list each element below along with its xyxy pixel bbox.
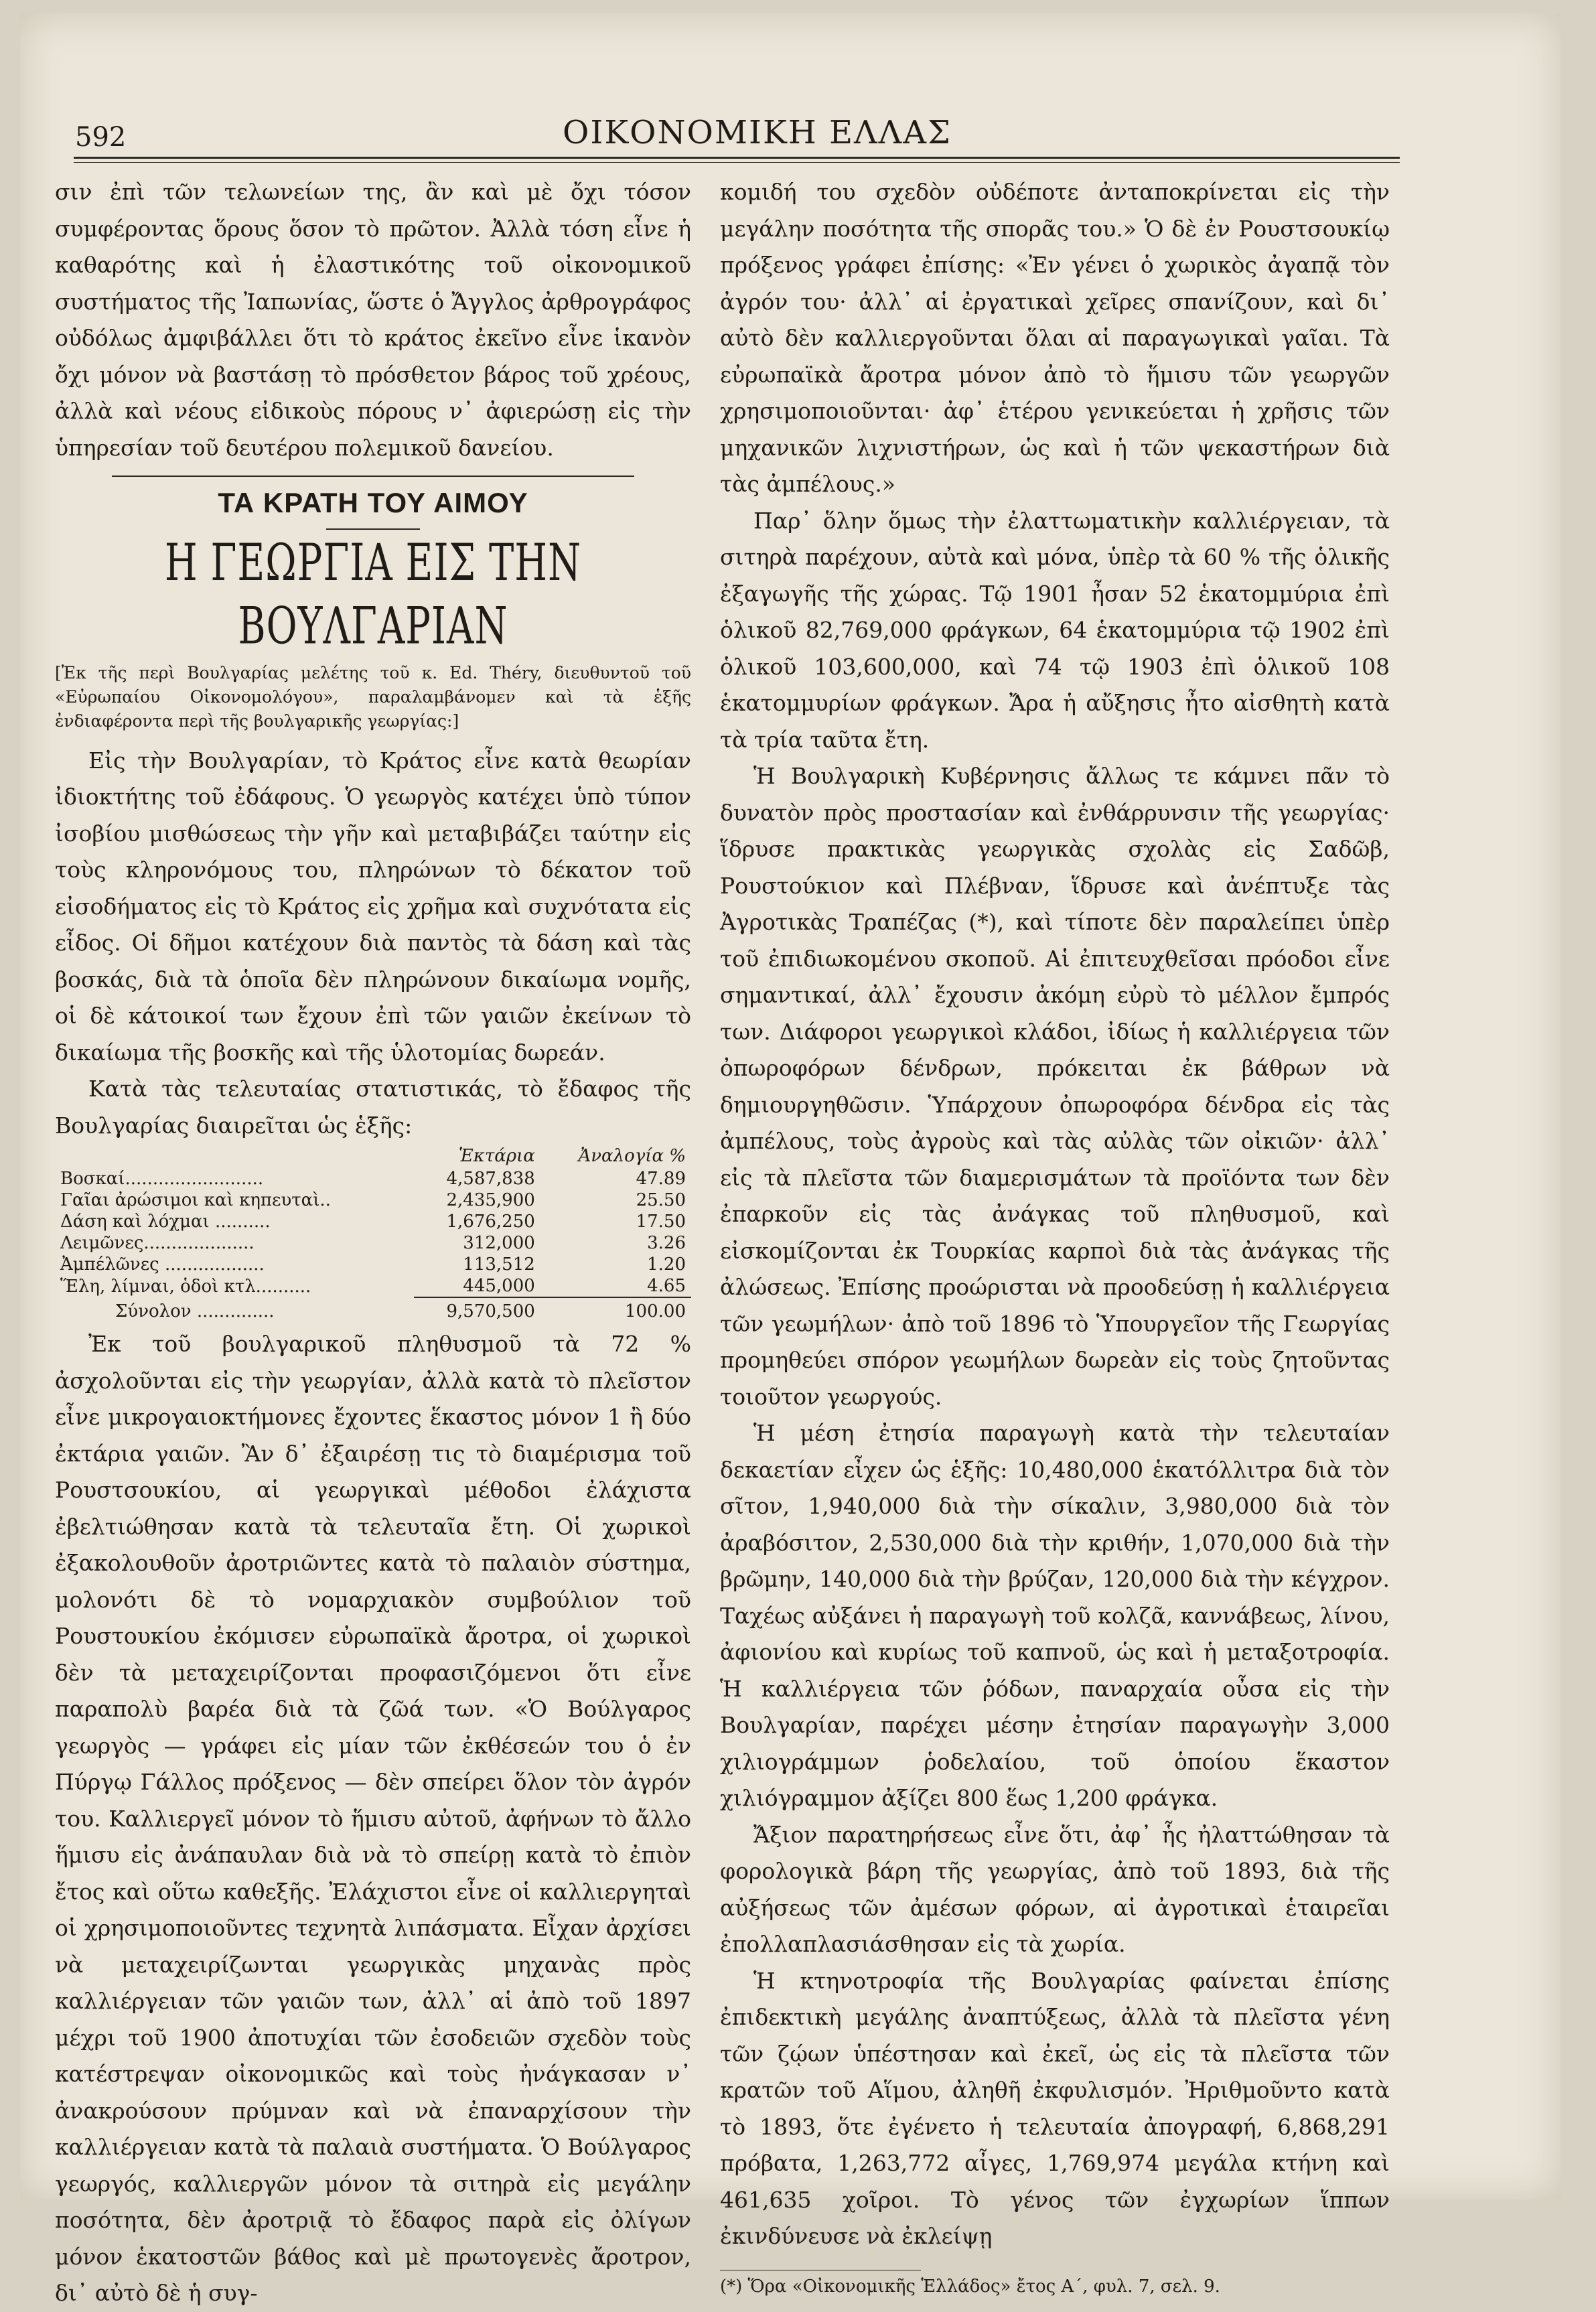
paragraph: Κατὰ τὰς τελευταίας στατιστικάς, τὸ ἔδαφος τῆς Βουλγαρίας διαιρεῖται ὡς ἑξῆς: (55, 1076, 691, 1139)
table-header-row (55, 1144, 691, 1168)
row-ratio: 1.20 (647, 1254, 686, 1275)
article-title: Η ΓΕΩΡΓΙΑ ΕΙΣ ΤΗΝ ΒΟΥΛΓΑΡΙΑΝ (164, 533, 582, 656)
journal-title: ΟΙΚΟΝΟΜΙΚΗ ΕΛΛΑΣ (563, 114, 952, 151)
footnote: (*) Ὅρα «Οἰκονομικῆς Ἑλλάδος» ἔτος Α΄, φυλ. 7, σελ. 9. (720, 2276, 1220, 2297)
paragraph: Ἄξιον παρατηρήσεως εἶνε ὅτι, ἀφ᾿ ἧς ἠλαττώθησαν τὰ φορολογικὰ βάρη τῆς γεωργίας, ἀπὸ τοῦ 1893, διὰ τῆς αὐξήσεως τῶν ἀμέσων φόρων, αἱ ἀγροτικαὶ ἑταιρεῖαι ἐπολλαπλασιάσθησαν εἰς τὰ χωρία. (720, 1821, 1390, 1957)
table-row (55, 1232, 691, 1254)
paragraph: Ἡ κτηνοτροφία τῆς Βουλγαρίας φαίνεται ἐπίσης ἐπιδεκτικὴ μεγάλης ἀναπτύξεως, ἀλλὰ τὰ πλεῖστα γένη τῶν ζῴων ὑπέστησαν καὶ ἐκεῖ, ὡς εἰς τὰ πλεῖστα τῶν κρατῶν τοῦ Αἵμου, ἀληθῆ ἐκφυλισμόν. Ἠριθμοῦντο κατὰ τὸ 1893, ὅτε ἐγένετο ἡ τελευταία ἀπογραφή, 6,868,291 πρόβατα, 1,263,772 αἶγες, 1,769,974 μεγάλα κτήνη καὶ 461,635 χοῖροι. Τὸ γένος τῶν ἐγχωρίων ἵππων ἐκινδύνευσε νὰ ἐκλείψῃ (720, 1967, 1390, 2249)
row-ratio: 17.50 (636, 1212, 686, 1232)
paragraph: Εἰς τὴν Βουλγαρίαν, τὸ Κράτος εἶνε κατὰ θεωρίαν ἰδιοκτήτης τοῦ ἐδάφους. Ὁ γεωργὸς κατέχει ὑπὸ τύπον ἰσοβίου μισθώσεως τὴν γῆν καὶ μεταβιβάζει ταύτην εἰς τοὺς κληρονόμους του, πληρώνων τὸ δέκατον τοῦ εἰσοδήματος εἰς τὸ Κράτος εἰς χρῆμα καὶ συχνότατα εἰς εἶδος. Οἱ δῆμοι κατέχουν διὰ παντὸς τὰ δάση καὶ τὰς βοσκάς, διὰ τὰ ὁποῖα δὲν πληρώνουν δικαίωμα νομῆς, οἱ δὲ κάτοικοί των ἔχουν ἐπὶ τῶν γαιῶν ἐκείνων τὸ δικαίωμα τῆς βοσκῆς καὶ τῆς ὑλοτομίας δωρεάν. (55, 747, 691, 1066)
table-row (55, 1275, 691, 1297)
header-rule-thin (74, 162, 1400, 163)
paragraph: Ἡ μέση ἐτησία παραγωγὴ κατὰ τὴν τελευταίαν δεκαετίαν εἶχεν ὡς ἑξῆς: 10,480,000 ἑκατόλλιτρα διὰ τὸν σῖτον, 1,940,000 διὰ τὴν σίκαλιν, 3,980,000 διὰ τὸν ἀραβόσιτον, 2,530,000 διὰ τὴν κριθήν, 1,070,000 διὰ τὴν βρῶμην, 140,000 διὰ τὴν βρύζαν, 120,000 διὰ τὴν κέγχρον. Ταχέως αὐξάνει ἡ παραγωγὴ τοῦ κολζᾶ, καννάβεως, λίνου, ἀφιονίου καὶ κυρίως τοῦ καπνοῦ, ὡς καὶ ἡ μεταξοτροφία. Ἡ καλλιέργεια τῶν ῥόδων, παναρχαία οὖσα εἰς τὴν Βουλγαρίαν, παρέχει μέσην ἐτησίαν παραγωγὴν 3,000 χιλιογράμμων ῥοδελαίου, τοῦ ὁποίου ἕκαστον χιλιόγραμμον ἀξίζει 800 ἕως 1,200 φράγκα. (720, 1420, 1390, 1811)
paragraph: κομιδή του σχεδὸν οὐδέποτε ἀνταποκρίνεται εἰς τὴν μεγάλην ποσότητα τῆς σπορᾶς του.» Ὁ δὲ ἐν Ρουστσουκίῳ πρόξενος γράφει ἐπίσης: «Ἐν γένει ὁ χωρικὸς ἀγαπᾷ τὸν ἀγρόν του· ἀλλ᾿ αἱ ἐργατικαὶ χεῖρες σπανίζουν, καὶ δι᾿ αὐτὸ δὲν καλλιεργοῦνται ὅλαι αἱ παραγωγικαὶ γαῖαι. Τὰ εὐρωπαϊκὰ ἄροτρα μόνον ἀπὸ τὸ ἥμισυ τῶν γεωργῶν χρησιμοποιοῦνται· ἀφ᾿ ἑτέρου γενικεύεται ἡ χρῆσις τῶν μηχανικῶν λιχνιστήρων, ὡς καὶ ἡ τῶν ψεκαστήρων διὰ τὰς ἀμπέλους.» (720, 179, 1390, 497)
table-row (55, 1254, 691, 1275)
total-hectares: 9,570,500 (414, 1297, 540, 1322)
row-hectares: 4,587,838 (446, 1169, 535, 1189)
total-label: Σύνολον .............. (115, 1301, 275, 1321)
table-header-ratio: Ἀναλογία % (578, 1146, 686, 1166)
row-hectares: 2,435,900 (446, 1190, 535, 1210)
row-hectares: 445,000 (463, 1276, 535, 1296)
title-divider (326, 528, 420, 530)
page-number: 592 (75, 122, 127, 153)
table-header-blank (55, 1144, 414, 1168)
row-label: Λειμῶνες.................... (60, 1233, 255, 1253)
table-header-hectares: Ἑκτάρια (458, 1146, 535, 1166)
table-row (55, 1189, 691, 1211)
left-column (55, 174, 691, 2312)
paragraph: Παρ᾿ ὅλην ὅμως τὴν ἐλαττωματικὴν καλλιέργειαν, τὰ σιτηρὰ παρέχουν, αὐτὰ καὶ μόνα, ὑπὲρ τὰ 60 % τῆς ὁλικῆς ἐξαγωγῆς τῆς χώρας. Τῷ 1901 ἦσαν 52 ἑκατομμύρια ἐπὶ ὁλικοῦ 82,769,000 φράγκων, 64 ἑκατομμύρια τῷ 1902 ἐπὶ ὁλικοῦ 103,600,000, καὶ 74 τῷ 1903 ἐπὶ ὁλικοῦ 108 ἑκατομμυρίων φράγκων. Ἄρα ἡ αὔξησις ἦτο αἰσθητὴ κατὰ τὰ τρία ταῦτα ἔτη. (720, 507, 1390, 753)
editor-note: [Ἐκ τῆς περὶ Βουλγαρίας μελέτης τοῦ κ. Ed. Théry, διευθυντοῦ τοῦ «Εὐρωπαίου Οἰκονομολόγου», παραλαμβάνομεν καὶ τὰ ἑξῆς ἐνδιαφέροντα περὶ τῆς βουλγαρικῆς γεωργίας:] (55, 662, 691, 731)
table-total-row (55, 1297, 691, 1322)
section-title: ΤΑ ΚΡΑΤΗ ΤΟΥ ΑΙΜΟΥ (218, 487, 528, 518)
row-ratio: 47.89 (636, 1169, 686, 1189)
paragraph: Ἡ Βουλγαρικὴ Κυβέρνησις ἄλλως τε κάμνει πᾶν τὸ δυνατὸν πρὸς προστασίαν καὶ ἐνθάρρυνσιν τῆς γεωργίας· ἵδρυσε πρακτικὰς γεωργικὰς σχολὰς εἰς Σαδῶβ, Ρουστούκιον καὶ Πλέβναν, ἵδρυσε καὶ ἀνέπτυξε τὰς Ἀγροτικὰς Τραπέζας (*), καὶ τίποτε δὲν παραλείπει ὑπὲρ τοῦ ἐπιδιωκομένου σκοποῦ. Αἱ ἐπιτευχθεῖσαι πρόοδοι εἶνε σημαντικαί, ἀλλ᾿ ἔχουσιν ἀκόμη εὐρὺ τὸ μέλλον ἔμπρός των. Διάφοροι γεωργικοὶ κλάδοι, ἰδίως ἡ καλλιέργεια τῶν ὀπωροφόρων δένδρων, πρόκειται ἐκ βάθρων νὰ δημιουργηθῶσιν. Ὑπάρχουν ὀπωροφόρα δένδρα εἰς τὰς ἀμπέλους, τοὺς ἀγροὺς καὶ τὰς αὐλὰς τῶν οἰκιῶν· ἀλλ᾿ εἰς τὰ πλεῖστα τῶν διαμερισμάτων τὰ προϊόντα των δὲν ἐπαρκοῦν εἰς τὰς ἀνάγκας τοῦ πληθυσμοῦ, καὶ εἰσκομίζονται ἐκ Τουρκίας καρποὶ διὰ τὰς ἀνάγκας τῆς ἀλώσεως. Ἐπίσης προώρισται νὰ προοδεύσῃ ἡ καλλιέργεια τῶν γεωμήλων· ἀπὸ τοῦ 1896 τὸ Ὑπουργεῖον τῆς Γεωργίας προμηθεύει σπόρον γεωμήλων δωρεὰν εἰς τοὺς ζητοῦντας τοιοῦτον γεωργούς. (720, 763, 1390, 1410)
row-hectares: 1,676,250 (446, 1212, 535, 1232)
header-rule (74, 157, 1400, 159)
row-ratio: 4.65 (647, 1276, 686, 1296)
section-divider (112, 476, 634, 477)
row-label: Δάση καὶ λόχμαι .......... (60, 1212, 271, 1232)
row-ratio: 25.50 (636, 1190, 686, 1210)
land-use-table (55, 1144, 691, 1322)
total-ratio: 100.00 (540, 1297, 691, 1322)
table-row (55, 1168, 691, 1189)
row-label: Ἕλη, λίμναι, ὁδοὶ κτλ.......... (60, 1276, 311, 1297)
row-hectares: 113,512 (463, 1254, 535, 1275)
row-label: Γαῖαι ἀρώσιμοι καὶ κηπευταὶ.. (60, 1190, 331, 1210)
paragraph: Ἐκ τοῦ βουλγαρικοῦ πληθυσμοῦ τὰ 72 % ἀσχολοῦνται εἰς τὴν γεωργίαν, ἀλλὰ κατὰ τὸ πλεῖστον εἶνε μικρογαιοκτήμονες ἔχοντες ἕκαστος μόνον 1 ἢ δύο ἐκτάρια γαιῶν. Ἂν δ᾿ ἐξαιρέσῃ τις τὸ διαμέρισμα τοῦ Ρουστσουκίου, αἱ γεωργικαὶ μέθοδοι ἐλάχιστα ἐβελτιώθησαν κατὰ τὰ τελευταῖα ἔτη. Οἱ χωρικοὶ ἐξακολουθοῦν ἀροτριῶντες κατὰ τὸ παλαιὸν σύστημα, μολονότι δὲ τὸ νομαρχιακὸν συμβούλιον τοῦ Ρουστουκίου ἐκόμισεν εὐρωπαϊκὰ ἄροτρα, οἱ χωρικοὶ δὲν τὰ μεταχειρίζονται προφασιζόμενοι ὅτι εἶνε παραπολὺ βαρέα διὰ τὰ ζῶά των. «Ὁ Βούλγαρος γεωργὸς — γράφει εἰς μίαν τῶν ἐκθέσεών του ὁ ἐν Πύργῳ Γάλλος πρόξενος — δὲν σπείρει ὅλον τὸν ἀγρόν του. Καλλιεργεῖ μόνον τὸ ἥμισυ αὐτοῦ, ἀφήνων τὸ ἄλλο ἥμισυ εἰς ἀνάπαυλαν διὰ νὰ τὸ σπείρῃ κατὰ τὸ ἐπιὸν ἔτος καὶ οὕτω καθεξῆς. Ἐλάχιστοι εἶνε οἱ καλλιεργηταὶ οἱ χρησιμοποιοῦντες τεχνητὰ λιπάσματα. Εἶχαν ἀρχίσει νὰ μεταχειρίζωνται γεωργικὰς μηχανὰς πρὸς καλλιέργειαν τῶν γαιῶν των, ἀλλ᾿ αἱ ἀπὸ τοῦ 1897 μέχρι τοῦ 1900 ἀποτυχίαι τῶν ἐσοδειῶν σχεδὸν τοὺς κατέστρεψαν οἰκονομικῶς καὶ τοὺς ἠνάγκασαν ν᾿ ἀνακρούσουν πρύμναν καὶ νὰ ἐπαναρχίσουν τὴν καλλιέργειαν κατὰ τὰ παλαιὰ συστήματα. Ὁ Βούλγαρος γεωργός, καλλιεργῶν μόνον τὰ σιτηρὰ εἰς μεγάλην ποσότητα, δὲν ἀροτριᾷ τὸ ἔδαφος παρὰ εἰς ὀλίγων μόνον ἑκατοστῶν βάθος καὶ μὲ πρωτογενὲς ἄροτρον, δι᾿ αὐτὸ δὲ ἡ συγ- (55, 1331, 691, 2306)
table-row (55, 1211, 691, 1232)
row-hectares: 312,000 (463, 1233, 535, 1253)
right-column (720, 174, 1390, 2299)
row-label: Ἀμπέλῶνες .................. (60, 1254, 265, 1275)
intro-paragraph: σιν ἐπὶ τῶν τελωνείων της, ἂν καὶ μὲ ὄχι τόσον συμφέροντας ὅρους ὅσον τὸ πρῶτον. Ἀλλὰ τόση εἶνε ἡ καθαρότης καὶ ἡ ἐλαστικότης τοῦ οἰκονομικοῦ συστήματος τῆς Ἰαπωνίας, ὥστε ὁ Ἄγγλος ἀρθρογράφος οὐδόλως ἀμφιβάλλει ὅτι τὸ κράτος ἐκεῖνο εἶνε ἱκανὸν ὄχι μόνον νὰ βαστάσῃ τὸ πρόσθετον βάρος τοῦ χρέους, ἀλλὰ καὶ νέους εἰδικοὺς πόρους ν᾿ ἀφιερώσῃ εἰς τὴν ὑπηρεσίαν τοῦ δευτέρου πολεμικοῦ δανείου. (55, 179, 691, 461)
row-ratio: 3.26 (647, 1233, 686, 1253)
row-label: Βοσκαί......................... (60, 1169, 264, 1189)
